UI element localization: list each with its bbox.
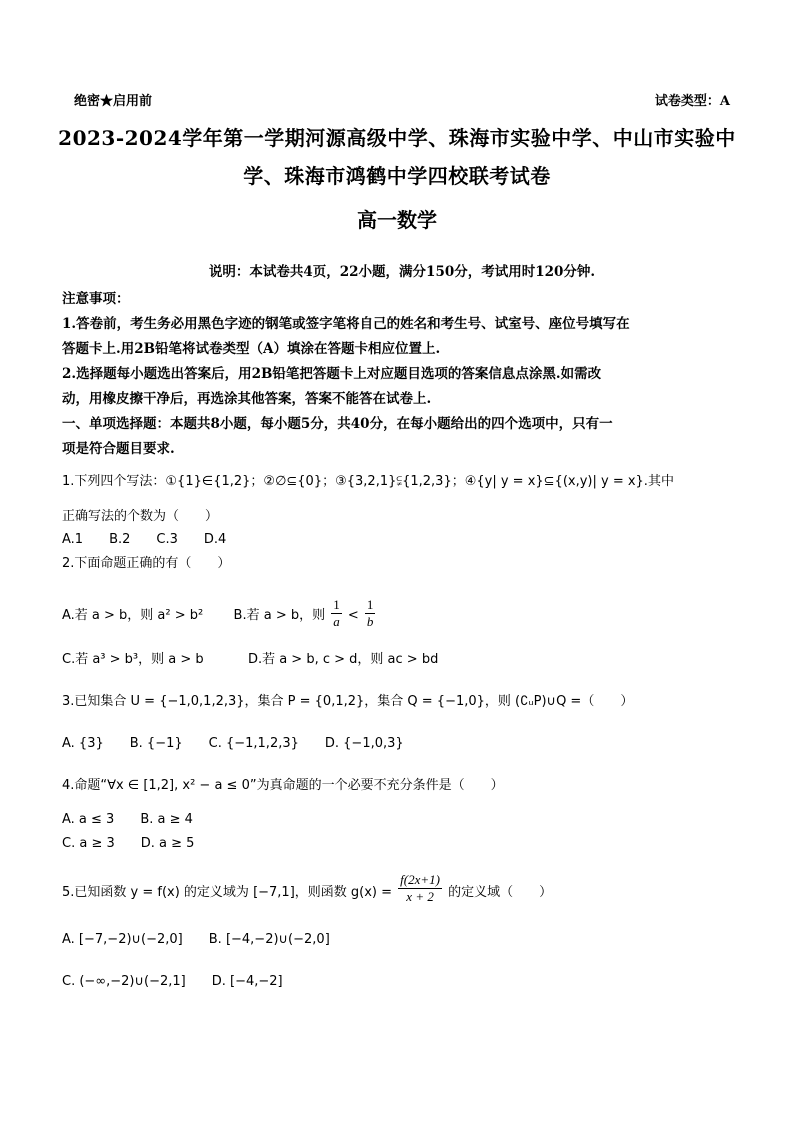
q2-option-d: D.若 a > b, c > d，则 ac > bd <box>247 652 439 667</box>
q1-stem-b: 正确写法的个数为（ ） <box>62 509 219 524</box>
notes-item1-b: 答题卡上.用2B铅笔将试卷类型（A）填涂在答题卡相应位置上. <box>62 341 441 357</box>
q3-stem: 3.已知集合 U = {−1,0,1,2,3}，集合 P = {0,1,2}，集合 Q = {−1,0}，则 (∁ᵤP)∪Q =（ ） <box>62 694 634 709</box>
q5-stem <box>62 872 734 909</box>
paper-type-label: 试卷类型：A <box>654 94 730 109</box>
q2-option-b-frac2: $\frac{1}{b}$ <box>366 597 374 629</box>
q5-options-ab: A. [−7,−2)∪(−2,0] B. [−4,−2)∪(−2,0] <box>62 932 330 947</box>
q2-option-b-frac1: $\frac{1}{a}$ <box>333 597 340 629</box>
confidential-label: 绝密★启用前 <box>74 94 153 109</box>
q5-stem-prefix: 5.已知函数 y = f(x) 的定义域为 [−7,1]，则函数 g(x) = <box>62 885 393 900</box>
q2-options-cd <box>62 650 734 670</box>
q4-options-cd: C. a ≥ 3 D. a ≥ 5 <box>62 836 195 851</box>
q2-option-c: C.若 a³ > b³，则 a > b <box>62 652 204 667</box>
exam-subject: 高一数学 <box>357 208 437 232</box>
q4-options-ab: A. a ≤ 3 B. a ≥ 4 <box>62 812 193 827</box>
exam-title-line2: 学、珠海市鸿鹤中学四校联考试卷 <box>243 164 551 188</box>
q5-options-cd: C. (−∞,−2)∪(−2,1] D. [−4,−2] <box>62 974 283 989</box>
section-heading-line2: 项是符合题目要求. <box>62 441 175 457</box>
q3-options: A. {3} B. {−1} C. {−1,1,2,3} D. {−1,0,3} <box>62 736 404 751</box>
section-heading-line1: 一、单项选择题：本题共8小题，每小题5分，共40分，在每小题给出的四个选项中，只有一 <box>62 416 613 432</box>
q2-option-b-lt: < <box>347 608 359 623</box>
notes-heading: 注意事项： <box>62 291 130 307</box>
q5-stem-suffix: 的定义域（ ） <box>448 885 553 900</box>
q1-options: A.1 B.2 C.3 D.4 <box>62 532 227 547</box>
q2-options-ab <box>62 599 734 632</box>
q1-stem-a: 1.下列四个写法：①{1}∈{1,2}；②∅⊆{0}；③{3,2,1}⫋{1,2,3}；④{y| y = x}⊆{(x,y)| y = x}.其中 <box>62 474 674 489</box>
q5-fraction: $\frac{f(2x+1)}{x + 2}$ <box>400 872 440 904</box>
q2-option-b-prefix: B.若 a > b，则 <box>233 608 326 623</box>
exam-title-line1: 2023-2024学年第一学期河源高级中学、珠海市实验中学、中山市实验中 <box>58 126 736 150</box>
q2-option-a: A.若 a > b，则 a² > b² <box>62 608 204 623</box>
q4-stem: 4.命题“∀x ∈ [1,2], x² − a ≤ 0”为真命题的一个必要不充分条件是（ ） <box>62 778 504 793</box>
notes-item2-b: 动，用橡皮擦干净后，再选涂其他答案，答案不能答在试卷上. <box>62 391 432 407</box>
exam-summary: 说明：本试卷共4页，22小题，满分150分，考试用时120分钟. <box>208 264 596 280</box>
notes-item2-a: 2.选择题每小题选出答案后，用2B铅笔把答题卡上对应题目选项的答案信息点涂黑.如需改 <box>62 366 602 382</box>
notes-item1-a: 1.答卷前，考生务必用黑色字迹的钢笔或签字笔将自己的姓名和考生号、试室号、座位号填写在 <box>62 316 630 332</box>
q2-stem: 2.下面命题正确的有（ ） <box>62 556 231 571</box>
